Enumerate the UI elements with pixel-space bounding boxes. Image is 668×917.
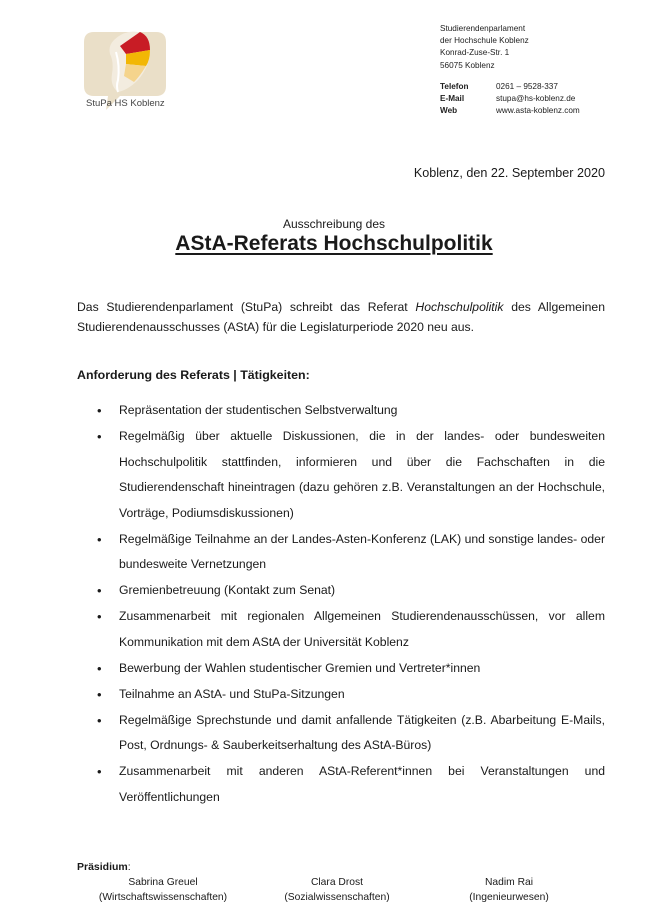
praesidium-member — [262, 876, 412, 905]
document-title — [0, 232, 668, 256]
praesidium-heading-text: Präsidium — [77, 861, 128, 873]
list-item: • Bewerbung der Wahlen studentischer Gremien und Vertreter*innen — [77, 656, 605, 682]
list-item: • Regelmäßige Teilnahme an der Landes-Asten-Konferenz (LAK) und sonstige landes- oder bundesweite Vernetzungen — [77, 527, 605, 578]
logo-caption: StuPa HS Koblenz — [86, 98, 165, 109]
intro-emphasis: Hochschulpolitik — [415, 300, 504, 314]
phone-number: 0261 – 9528-337 — [496, 82, 558, 91]
address-line: Konrad-Zuse-Str. 1 — [440, 48, 510, 58]
member-department: (Ingenieurwesen) — [469, 891, 549, 903]
praesidium-colon: : — [127, 861, 131, 873]
address-line: 56075 Koblenz — [440, 60, 495, 70]
contact-mail-row — [440, 93, 580, 105]
list-item: • Gremienbetreuung (Kontakt zum Senat) — [77, 578, 605, 604]
praesidium-heading — [77, 861, 131, 873]
contact-block — [440, 81, 580, 118]
web-address[interactable]: www.asta-koblenz.com — [496, 106, 580, 116]
contact-web-row — [440, 105, 580, 117]
title-text: AStA-Referats Hochschulpolitik — [175, 232, 493, 255]
mail-address[interactable]: stupa@hs-koblenz.de — [496, 94, 576, 104]
list-item: • Zusammenarbeit mit regionalen Allgemeinen Studierendenausschüssen, vor allem Kommunikation mit dem AStA der Universität Koblenz — [77, 604, 605, 655]
address-line: Studierendenparlament — [440, 24, 526, 33]
address-line: der Hochschule Koblenz — [440, 36, 529, 46]
document-date: Koblenz, den 22. September 2020 — [413, 166, 605, 180]
section-heading: Anforderung des Referats | Tätigkeiten: — [77, 368, 310, 382]
list-item: • Regelmäßig über aktuelle Diskussionen, die in der landes- oder bundesweiten Hochschulpolitik stattfinden, informieren und über die Fachschaften in die Studierendenschaft hineintragen (dazu gehören z.B. Veranstaltungen an der Hochschule, Vorträge, Podiumsdiskussionen) — [77, 424, 605, 526]
member-department: (Wirtschaftswissenschaften) — [98, 891, 228, 903]
praesidium-member — [434, 876, 584, 905]
list-item: • Repräsentation der studentischen Selbstverwaltung — [77, 398, 605, 424]
list-item: • Regelmäßige Sprechstunde und damit anfallende Tätigkeiten (z.B. Abarbeitung E-Mails, Post, Ordnungs- & Sauberkeitserhaltung des AStA-Büros) — [77, 708, 605, 759]
task-list — [77, 398, 605, 811]
list-item: • Zusammenarbeit mit anderen AStA-Referent*innen bei Veranstaltungen und Veröffentlichungen — [77, 759, 605, 810]
web-label: Web — [440, 106, 458, 116]
member-name: Clara Drost — [310, 877, 364, 888]
phone-label: Telefon — [440, 82, 469, 91]
document-subtitle: Ausschreibung des — [282, 217, 386, 231]
address-block — [440, 23, 529, 72]
contact-phone-row — [440, 81, 580, 93]
intro-paragraph — [77, 297, 605, 337]
member-department: (Sozialwissenschaften) — [284, 891, 390, 903]
mail-label: E-Mail — [440, 94, 465, 104]
intro-text: Das Studierendenparlament (StuPa) schreibt das Referat — [77, 300, 416, 314]
praesidium-member — [88, 876, 238, 905]
member-name: Sabrina Greuel — [128, 877, 198, 888]
member-name: Nadim Rai — [484, 877, 534, 888]
list-item: • Teilnahme an AStA- und StuPa-Sitzungen — [77, 682, 605, 708]
intro-text: des Allgemeinen Studierendenausschusses (AStA) für die Legislaturperiode 2020 neu aus. — [77, 300, 605, 334]
